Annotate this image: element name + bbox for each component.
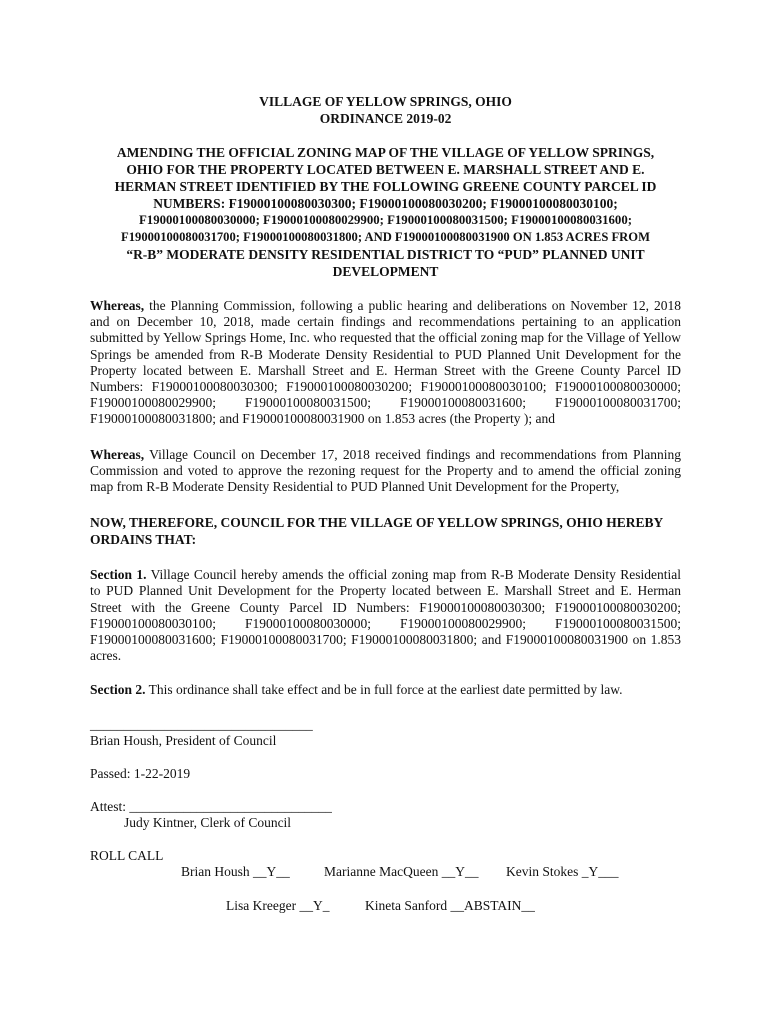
vote-entry: Lisa Kreeger __Y_: [226, 897, 330, 913]
title-line: NUMBERS: F19000100080030300; F19000100080030200; F19000100080030100;: [153, 196, 618, 211]
title-line: HERMAN STREET IDENTIFIED BY THE FOLLOWING GREENE COUNTY PARCEL ID: [114, 179, 657, 194]
section-text: This ordinance shall take effect and be in full force at the earliest date permitted by law.: [148, 682, 623, 698]
document-header: [90, 93, 681, 127]
whereas-lead: Whereas,: [90, 298, 145, 313]
title-line: AMENDING THE OFFICIAL ZONING MAP OF THE VILLAGE OF YELLOW SPRINGS,: [116, 145, 655, 160]
roll-call-block: [90, 848, 681, 916]
section-text: Village Council hereby amends the official zoning map from R-B Moderate Density Residential to PUD Planned Unit Development for the Property located between E. Marshall Street and E. Herman Street with the Greene County Parcel ID Numbers: F19000100080030300; F19000100080030200; F19000100080030100; F19000100080030000; F19000100080029900; F19000100080031500; F19000100080031600; F19000100080031700; F19000100080031800; and F19000100080031900 on 1.853 acres.: [90, 567, 681, 664]
vote-entry: Kevin Stokes _Y___: [506, 863, 619, 879]
title-line: F19000100080031700; F19000100080031800; AND F19000100080031900 ON 1.853 ACRES FROM: [121, 230, 650, 244]
roll-call-row: [90, 898, 681, 916]
section-2: [90, 682, 681, 698]
vote-entry: Brian Housh __Y__: [181, 863, 290, 879]
signature-block: [90, 717, 681, 749]
whereas-text: Village Council on December 17, 2018 received findings and recommendations from Planning Commission and voted to approve the rezoning request for the Property and to amend the official zoning map from R-B Moderate Density Residential to PUD Planned Unit Development for the Property,: [90, 446, 681, 495]
title-line: DEVELOPMENT: [332, 264, 439, 279]
signer-name: Brian Housh, President of Council: [90, 732, 277, 748]
whereas-lead: Whereas,: [90, 446, 145, 462]
whereas-text: the Planning Commission, following a public hearing and deliberations on November 12, 2018 and on December 10, 2018, made certain findings and recommendations pertaining to an application submitted by Yellow Springs Home, Inc. who requested that the official zoning map for the Village of Yellow Springs be amended from R-B Moderate Density Residential to PUD Planned Unit Development for the Property located between E. Marshall Street and E. Herman Street with the Greene County Parcel ID Numbers: F19000100080030300; F19000100080030200; F19000100080030100; F19000100080030000; F19000100080029900; F19000100080031500; F19000100080031600; F19000100080031700; F19000100080031800; and F19000100080031900 on 1.853 acres (the Property ); and: [90, 298, 682, 427]
title-line: OHIO FOR THE PROPERTY LOCATED BETWEEN E. MARSHALL STREET AND E.: [126, 162, 645, 177]
attest-line: Attest: ______________________________: [90, 798, 332, 814]
section-1: [90, 567, 681, 664]
title-line: F19000100080030000; F19000100080029900; F19000100080031500; F19000100080031600;: [138, 213, 632, 227]
ordinance-number: ORDINANCE 2019-02: [319, 111, 452, 126]
vote-entry: Marianne MacQueen __Y__: [324, 863, 479, 879]
passed-date: Passed: 1-22-2019: [90, 765, 191, 781]
ordinance-title: [90, 144, 681, 280]
section-lead: Section 2.: [90, 682, 146, 698]
section-lead: Section 1.: [90, 567, 147, 583]
clerk-name: Judy Kintner, Clerk of Council: [124, 814, 292, 830]
roll-call-row: [90, 864, 681, 882]
title-line: “R-B” MODERATE DENSITY RESIDENTIAL DISTRICT TO “PUD” PLANNED UNIT: [126, 247, 645, 262]
whereas-paragraph-2: [90, 447, 681, 496]
ordinance-document: [90, 93, 681, 916]
vote-entry: Kineta Sanford __ABSTAIN__: [365, 897, 535, 913]
whereas-paragraph-1: [90, 298, 681, 428]
attest-block: [90, 799, 681, 831]
now-therefore-clause: NOW, THEREFORE, COUNCIL FOR THE VILLAGE OF YELLOW SPRINGS, OHIO HEREBY ORDAINS THAT:: [90, 515, 663, 548]
signature-line: _________________________________: [90, 716, 313, 732]
roll-call-heading: ROLL CALL: [90, 847, 164, 863]
village-name: VILLAGE OF YELLOW SPRINGS, OHIO: [259, 94, 512, 109]
